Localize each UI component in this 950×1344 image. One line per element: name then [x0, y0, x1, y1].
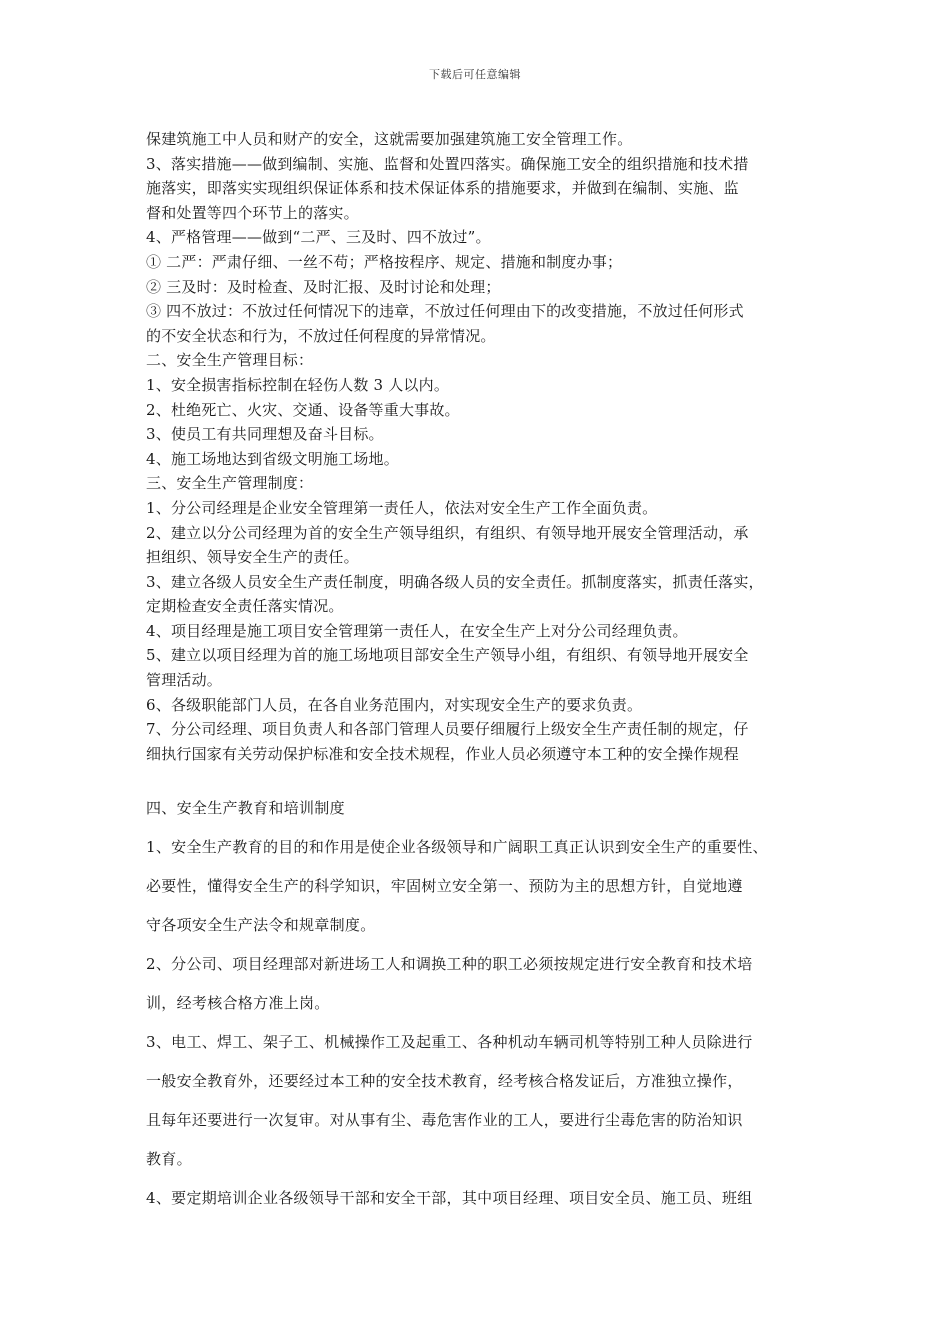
text-line: 细执行国家有关劳动保护标准和安全技术规程，作业人员必须遵守本工种的安全操作规程 [146, 744, 739, 763]
text-line: 担组织、领导安全生产的责任。 [146, 548, 359, 567]
text-line: 1、安全生产教育的目的和作用是使企业各级领导和广阔职工真正认识到安全生产的重要性、 [146, 838, 768, 856]
text-line: 7、分公司经理、项目负责人和各部门管理人员要仔细履行上级安全生产责任制的规定，仔 [146, 720, 749, 739]
body-block-2 [146, 796, 826, 1225]
text-line: 定期检查安全责任落实情况。 [146, 597, 344, 616]
text-line: 3、建立各级人员安全生产责任制度，明确各级人员的安全责任。抓制度落实，抓责任落实， [146, 572, 764, 591]
text-line: 施落实，即落实实现组织保证体系和技术保证体系的措施要求，并做到在编制、实施、监 [146, 179, 739, 198]
text-line: 保建筑施工中人员和财产的安全，这就需要加强建筑施工安全管理工作。 [146, 130, 633, 148]
text-line: 管理活动。 [146, 671, 223, 690]
text-line: 6、各级职能部门人员，在各自业务范围内，对实现安全生产的要求负责。 [146, 695, 643, 714]
text-line: 2、建立以分公司经理为首的安全生产领导组织，有组织、有领导地开展安全管理活动，承 [146, 523, 749, 542]
text-line: 必要性，懂得安全生产的科学知识，牢固树立安全第一、预防为主的思想方针，自觉地遵 [146, 877, 743, 895]
section-heading: 二、安全生产管理目标： [146, 351, 314, 370]
text-line: 一般安全教育外，还要经过本工种的安全技术教育，经考核合格发证后，方准独立操作， [146, 1072, 743, 1090]
text-line: 4、要定期培训企业各级领导干部和安全干部，其中项目经理、项目安全员、施工员、班组 [146, 1189, 753, 1207]
text-line: 5、建立以项目经理为首的施工场地项目部安全生产领导小组，有组织、有领导地开展安全 [146, 646, 749, 665]
text-line: 4、项目经理是施工项目安全管理第一责任人，在安全生产上对分公司经理负责。 [146, 621, 688, 640]
text-line: 3、电工、焊工、架子工、机械操作工及起重工、各种机动车辆司机等特别工种人员除进行 [146, 1033, 753, 1051]
text-line: 3、落实措施——做到编制、实施、监督和处置四落实。确保施工安全的组织措施和技术措 [146, 154, 749, 173]
text-line: 且每年还要进行一次复审。对从事有尘、毒危害作业的工人，要进行尘毒危害的防治知识 [146, 1111, 743, 1129]
text-line: 训，经考核合格方准上岗。 [146, 994, 330, 1012]
text-line: 2、杜绝死亡、火灾、交通、设备等重大事故。 [146, 400, 460, 419]
text-line: 4、严格管理——做到“二严、三及时、四不放过”。 [146, 228, 491, 247]
text-line: 教育。 [146, 1150, 192, 1168]
page-header: 下载后可任意编辑 [429, 68, 521, 81]
body-block-1 [146, 127, 826, 766]
text-line: 2、分公司、项目经理部对新进场工人和调换工种的职工必须按规定进行安全教育和技术培 [146, 955, 753, 973]
text-line: ① 二严：严肃仔细、一丝不苟；严格按程序、规定、措施和制度办事； [146, 252, 623, 271]
text-line: ② 三及时：及时检查、及时汇报、及时讨论和处理； [146, 277, 501, 296]
text-line: ③ 四不放过：不放过任何情况下的违章，不放过任何理由下的改变措施，不放过任何形式 [146, 302, 744, 321]
text-line: 4、施工场地达到省级文明施工场地。 [146, 449, 399, 468]
section-heading: 四、安全生产教育和培训制度 [146, 799, 345, 817]
section-heading: 三、安全生产管理制度： [146, 474, 314, 493]
text-line: 的不安全状态和行为，不放过任何程度的异常情况。 [146, 326, 496, 345]
text-line: 3、使员工有共同理想及奋斗目标。 [146, 425, 384, 444]
text-line: 守各项安全生产法令和规章制度。 [146, 916, 376, 934]
text-line: 1、安全损害指标控制在轻伤人数 3 人以内。 [146, 375, 450, 394]
text-line: 1、分公司经理是企业安全管理第一责任人，依法对安全生产工作全面负责。 [146, 498, 658, 517]
text-line: 督和处置等四个环节上的落实。 [146, 203, 359, 222]
